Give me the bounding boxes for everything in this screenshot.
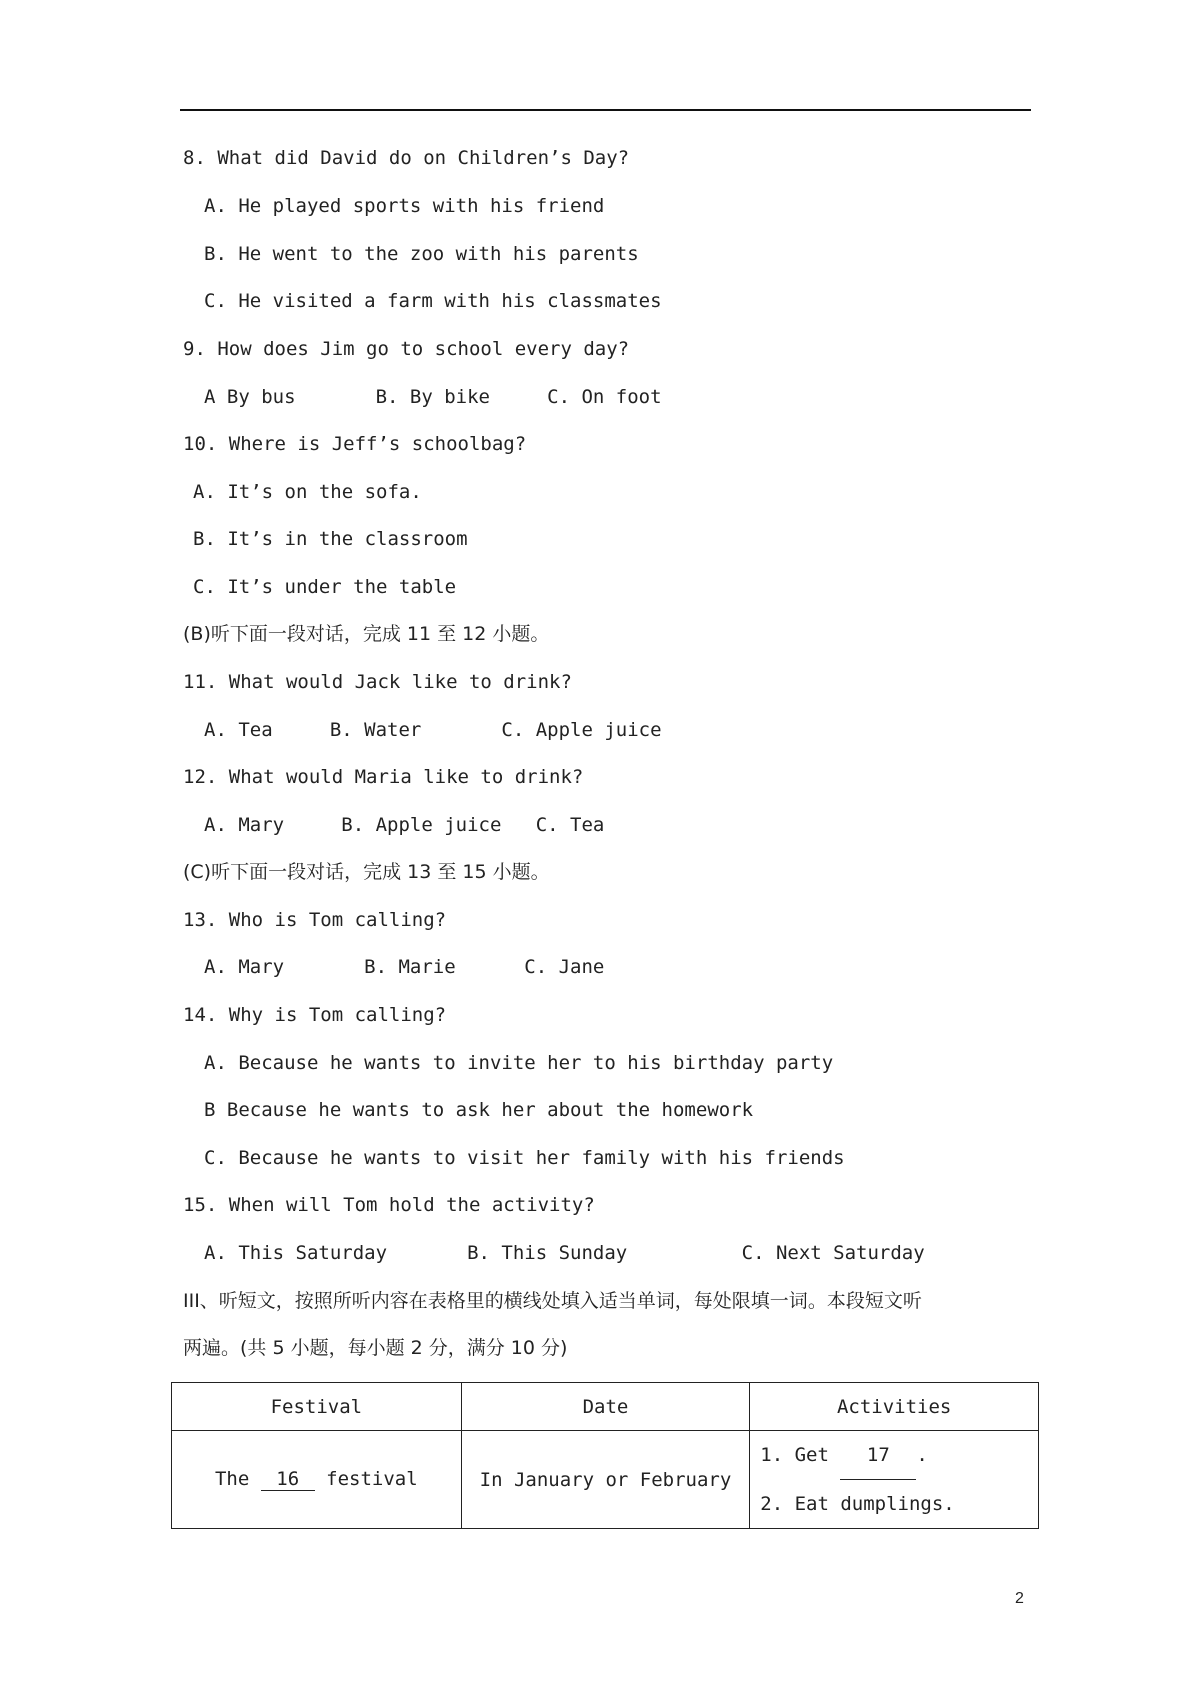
text-line: 12. What would Maria like to drink? xyxy=(183,766,584,788)
date-cell: In January or February xyxy=(461,1431,750,1529)
text-line: 两遍。(共 5 小题，每小题 2 分，满分 10 分) xyxy=(183,1337,568,1359)
text-line: 8. What did David do on Children’s Day? xyxy=(183,147,630,169)
festival-suffix: festival xyxy=(326,1468,418,1490)
text-line: A. He played sports with his friend xyxy=(204,195,605,217)
activity-1-suffix: . xyxy=(916,1444,928,1466)
header-festival: Festival xyxy=(172,1383,462,1431)
header-date: Date xyxy=(461,1383,750,1431)
text-line: 9. How does Jim go to school every day? xyxy=(183,338,630,360)
text-line: (B)听下面一段对话，完成 11 至 12 小题。 xyxy=(183,623,550,645)
text-line: 10. Where is Jeff’s schoolbag? xyxy=(183,433,527,455)
text-line: 11. What would Jack like to drink? xyxy=(183,671,572,693)
table-header-row xyxy=(172,1383,1039,1431)
text-line: A. This Saturday B. This Sunday C. Next Saturday xyxy=(204,1242,925,1264)
table-row xyxy=(172,1431,1039,1529)
blank-17: 17 xyxy=(840,1431,916,1480)
activity-1 xyxy=(750,1431,1038,1480)
text-line: A. Mary B. Apple juice C. Tea xyxy=(204,814,605,836)
text-line: A. It’s on the sofa. xyxy=(193,481,422,503)
header-activities: Activities xyxy=(750,1383,1039,1431)
activity-2: 2. Eat dumplings. xyxy=(760,1493,955,1515)
text-line: B. It’s in the classroom xyxy=(193,528,468,550)
text-line: 13. Who is Tom calling? xyxy=(183,909,447,931)
text-line: A. Tea B. Water C. Apple juice xyxy=(204,719,662,741)
festival-cell xyxy=(172,1431,462,1529)
text-line: C. It’s under the table xyxy=(193,576,457,598)
text-line: 15. When will Tom hold the activity? xyxy=(183,1194,595,1216)
text-line: A. Mary B. Marie C. Jane xyxy=(204,956,605,978)
blank-16: 16 xyxy=(261,1468,315,1491)
text-line: A. Because he wants to invite her to his birthday party xyxy=(204,1052,834,1074)
text-line: (C)听下面一段对话，完成 13 至 15 小题。 xyxy=(183,861,550,883)
text-line: B Because he wants to ask her about the homework xyxy=(204,1099,754,1121)
festival-prefix: The xyxy=(214,1468,250,1490)
page-number: 2 xyxy=(1015,1590,1024,1607)
header-rule xyxy=(180,109,1031,111)
text-line: III、听短文，按照所听内容在表格里的横线处填入适当单词，每处限填一词。本段短文听 xyxy=(183,1290,922,1312)
text-line: C. He visited a farm with his classmates xyxy=(204,290,662,312)
text-line: B. He went to the zoo with his parents xyxy=(204,243,639,265)
activity-1-prefix: 1. Get xyxy=(760,1444,829,1466)
text-line: A By bus B. By bike C. On foot xyxy=(204,386,662,408)
festival-table xyxy=(171,1382,1039,1529)
text-line: C. Because he wants to visit her family with his friends xyxy=(204,1147,845,1169)
activities-cell xyxy=(750,1431,1039,1529)
text-line: 14. Why is Tom calling? xyxy=(183,1004,447,1026)
